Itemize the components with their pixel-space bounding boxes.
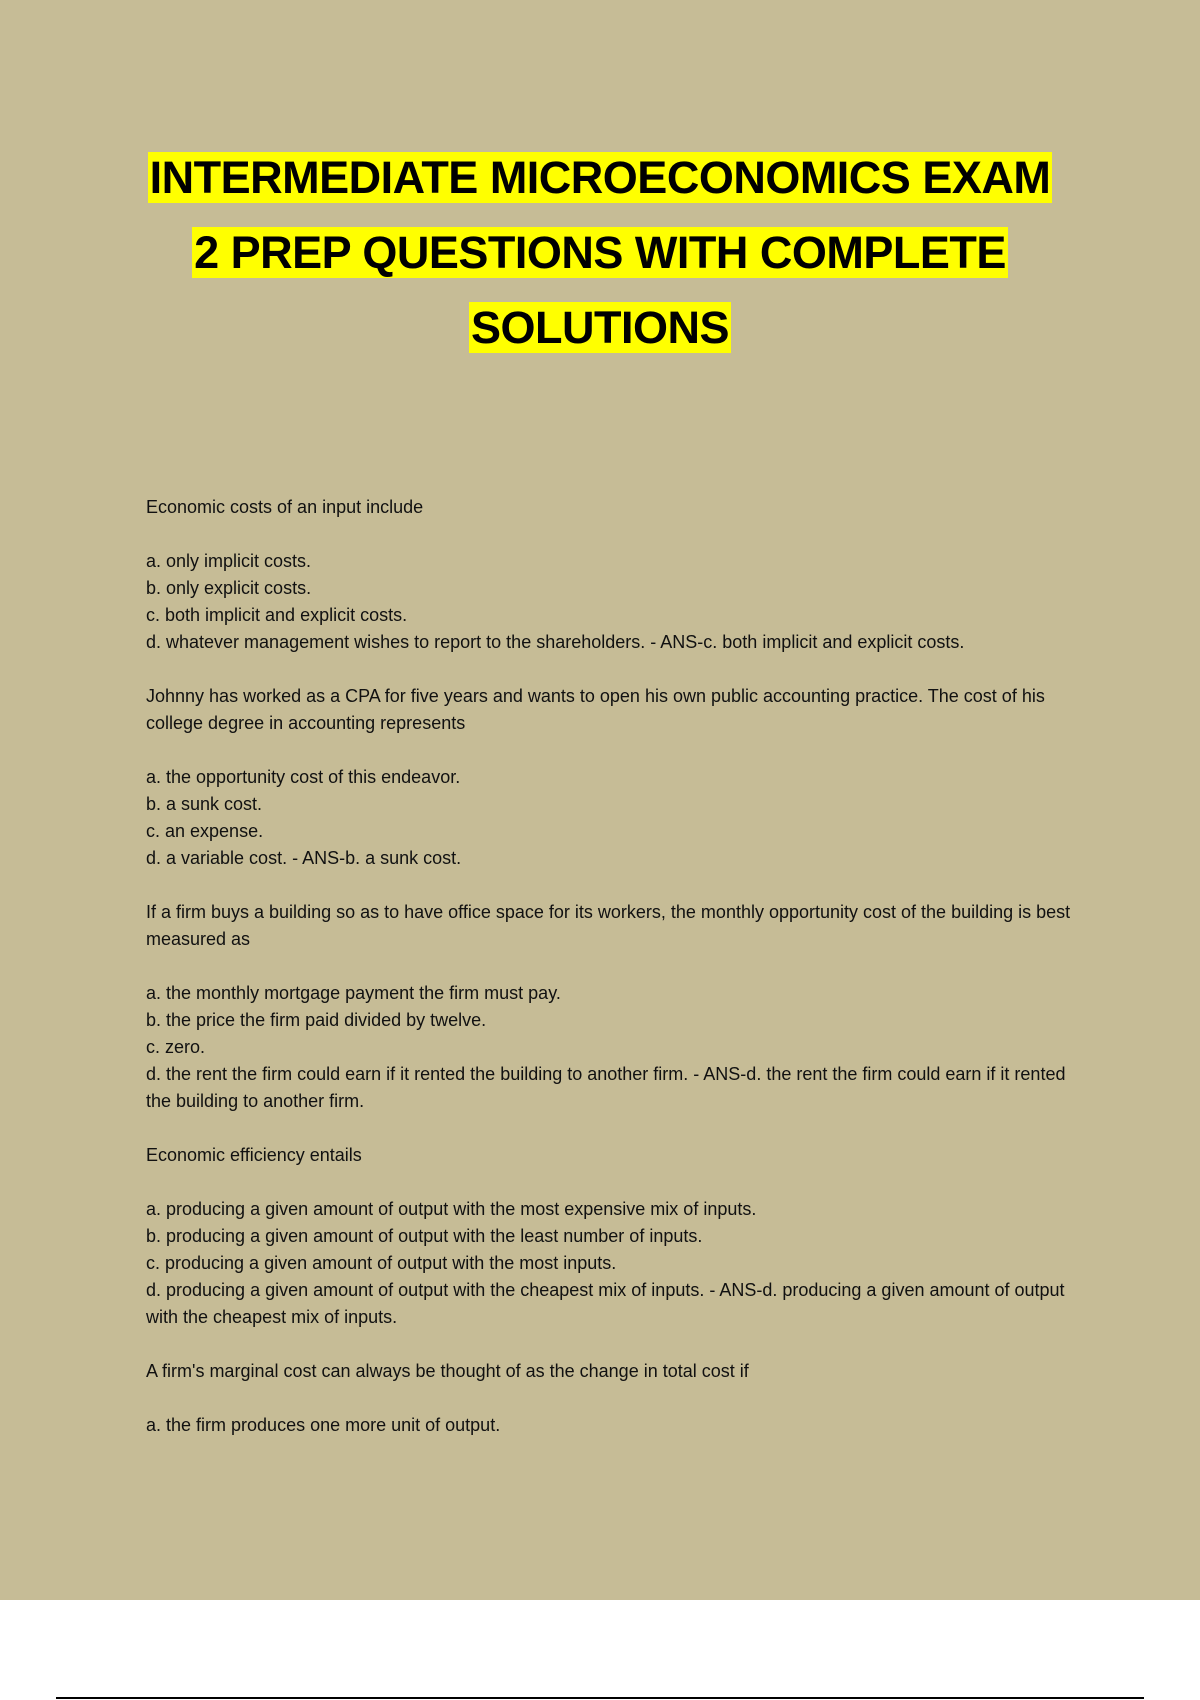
answer-option: d. whatever management wishes to report to the shareholders. - ANS-c. both implicit and explicit costs. bbox=[146, 632, 965, 652]
question-item bbox=[146, 683, 1086, 872]
title-line-3 bbox=[0, 290, 1200, 365]
question-item bbox=[146, 899, 1086, 1115]
answer-option: a. only implicit costs. bbox=[146, 551, 312, 571]
answer-option: d. producing a given amount of output with the cheapest mix of inputs. - ANS-d. producing a given amount of output with the cheapest mix of inputs. bbox=[146, 1280, 1065, 1327]
question-text: If a firm buys a building so as to have office space for its workers, the monthly opportunity cost of the building is best measured as bbox=[146, 902, 1071, 949]
title-line-2 bbox=[0, 215, 1200, 290]
title-line-text: INTERMEDIATE MICROECONOMICS EXAM bbox=[149, 152, 1051, 203]
answer-option: c. zero. bbox=[146, 1037, 206, 1057]
answer-option: d. a variable cost. - ANS-b. a sunk cost. bbox=[146, 848, 462, 868]
answer-option: a. producing a given amount of output with the most expensive mix of inputs. bbox=[146, 1199, 757, 1219]
answer-option: c. producing a given amount of output with the most inputs. bbox=[146, 1253, 617, 1273]
question-text: Economic costs of an input include bbox=[146, 497, 424, 517]
answer-option: b. a sunk cost. bbox=[146, 794, 263, 814]
question-item bbox=[146, 494, 1086, 656]
question-list bbox=[146, 494, 1086, 1466]
footer-divider bbox=[56, 1697, 1144, 1699]
answer-option: c. both implicit and explicit costs. bbox=[146, 605, 408, 625]
answer-option: a. the monthly mortgage payment the firm must pay. bbox=[146, 983, 561, 1003]
document-title bbox=[0, 140, 1200, 365]
title-line-1 bbox=[0, 140, 1200, 215]
question-text: Economic efficiency entails bbox=[146, 1145, 362, 1165]
title-line-text: SOLUTIONS bbox=[470, 302, 729, 353]
answer-option: b. producing a given amount of output with the least number of inputs. bbox=[146, 1226, 703, 1246]
question-text: Johnny has worked as a CPA for five years and wants to open his own public accounting practice. The cost of his college degree in accounting represents bbox=[146, 686, 1045, 733]
answer-option: a. the opportunity cost of this endeavor. bbox=[146, 767, 461, 787]
answer-option: a. the firm produces one more unit of output. bbox=[146, 1415, 501, 1435]
answer-option: d. the rent the firm could earn if it rented the building to another firm. - ANS-d. the rent the firm could earn if it rented the building to another firm. bbox=[146, 1064, 1066, 1111]
question-item bbox=[146, 1358, 1086, 1439]
question-text: A firm's marginal cost can always be thought of as the change in total cost if bbox=[146, 1361, 749, 1381]
answer-option: b. the price the firm paid divided by twelve. bbox=[146, 1010, 487, 1030]
answer-option: b. only explicit costs. bbox=[146, 578, 312, 598]
title-line-text: 2 PREP QUESTIONS WITH COMPLETE bbox=[194, 227, 1006, 278]
question-item bbox=[146, 1142, 1086, 1331]
answer-option: c. an expense. bbox=[146, 821, 264, 841]
